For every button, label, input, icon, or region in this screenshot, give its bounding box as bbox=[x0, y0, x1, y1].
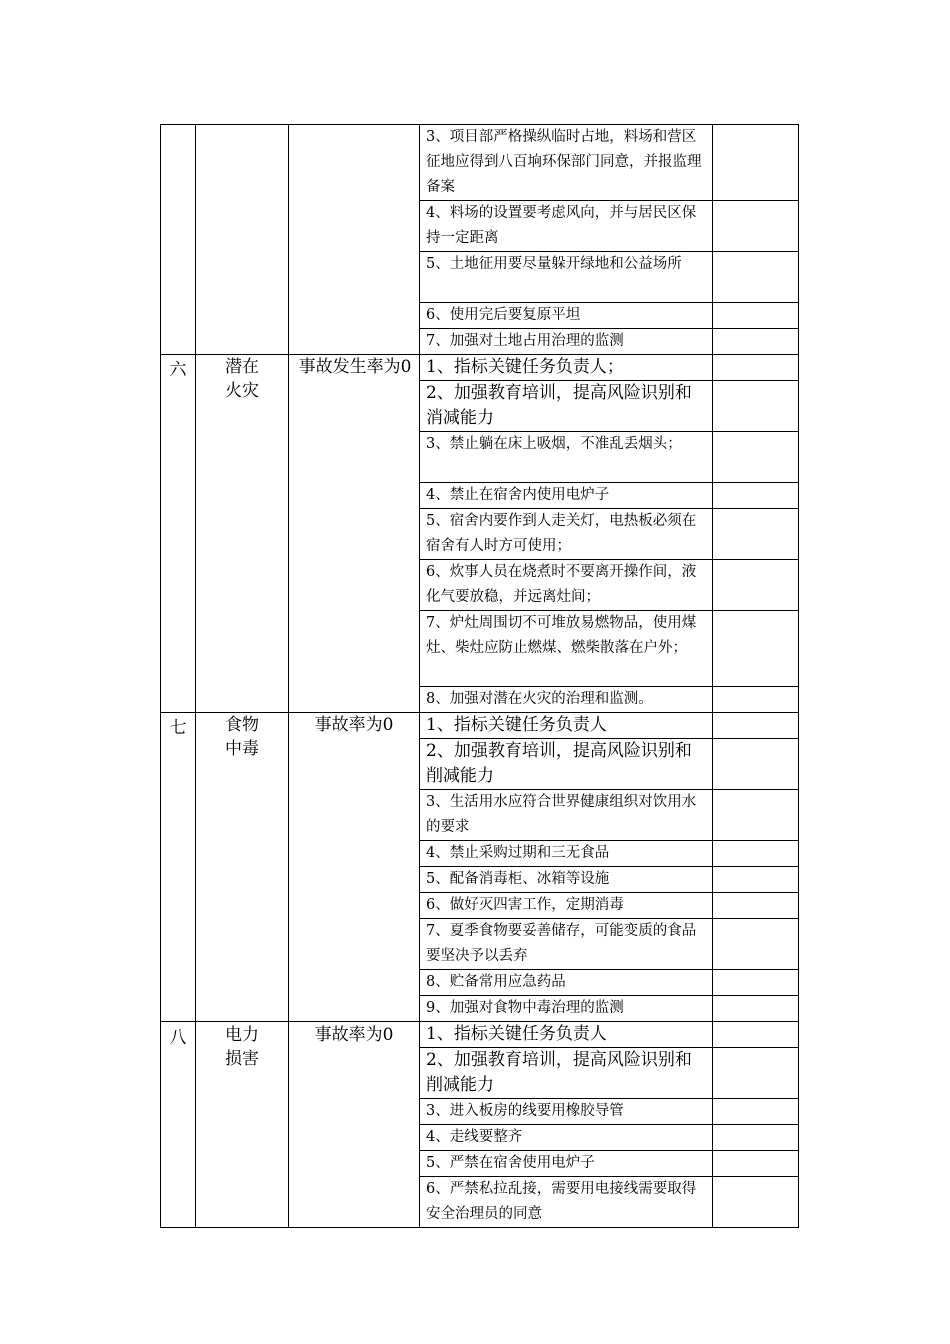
measure-cell: 6、使用完后要复原平坦 bbox=[420, 303, 713, 329]
remark-cell bbox=[713, 509, 799, 560]
remark-cell bbox=[713, 893, 799, 919]
section-name-text: 电力损害 bbox=[225, 1025, 259, 1069]
remark-cell bbox=[713, 1177, 799, 1228]
measure-cell: 2、加强教育培训，提高风险识别和削减能力 bbox=[420, 1048, 713, 1099]
measure-cell: 6、做好灭四害工作，定期消毒 bbox=[420, 893, 713, 919]
measure-cell: 8、加强对潜在火灾的治理和监测。 bbox=[420, 687, 713, 713]
section-name bbox=[196, 1022, 289, 1228]
remark-cell bbox=[713, 1099, 799, 1125]
measure-cell: 3、进入板房的线要用橡胶导管 bbox=[420, 1099, 713, 1125]
section-name-text: 潜在火灾 bbox=[225, 357, 259, 401]
measure-cell: 9、加强对食物中毒治理的监测 bbox=[420, 996, 713, 1022]
measure-cell: 5、严禁在宿舍使用电炉子 bbox=[420, 1151, 713, 1177]
remark-cell bbox=[713, 1125, 799, 1151]
measure-cell: 4、禁止在宿舍内使用电炉子 bbox=[420, 483, 713, 509]
remark-cell bbox=[713, 432, 799, 483]
remark-cell bbox=[713, 252, 799, 303]
measure-cell: 2、加强教育培训，提高风险识别和削减能力 bbox=[420, 739, 713, 790]
measure-cell: 5、土地征用要尽量躲开绿地和公益场所 bbox=[420, 252, 713, 303]
remark-cell bbox=[713, 1151, 799, 1177]
remark-cell bbox=[713, 841, 799, 867]
section-name bbox=[196, 125, 289, 355]
measure-cell: 3、生活用水应符合世界健康组织对饮用水的要求 bbox=[420, 790, 713, 841]
remark-cell bbox=[713, 201, 799, 252]
section-goal bbox=[289, 355, 420, 713]
measure-cell: 4、走线要整齐 bbox=[420, 1125, 713, 1151]
remark-cell bbox=[713, 739, 799, 790]
measure-cell: 3、项目部严格操纵临时占地，料场和营区征地应得到八百垧环保部门同意，并报监理备案 bbox=[420, 125, 713, 201]
remark-cell bbox=[713, 996, 799, 1022]
measure-cell: 7、炉灶周围切不可堆放易燃物品，使用煤灶、柴灶应防止燃煤、燃柴散落在户外； bbox=[420, 611, 713, 687]
remark-cell bbox=[713, 790, 799, 841]
remark-cell bbox=[713, 1022, 799, 1048]
remark-cell bbox=[713, 483, 799, 509]
remark-cell bbox=[713, 687, 799, 713]
measure-cell: 7、夏季食物要妥善储存，可能变质的食品要坚决予以丢弃 bbox=[420, 919, 713, 970]
remark-cell bbox=[713, 329, 799, 355]
section-index bbox=[161, 125, 196, 355]
measure-cell: 2、加强教育培训，提高风险识别和消减能力 bbox=[420, 381, 713, 432]
section-goal-text: 事故发生率为0 bbox=[298, 357, 412, 377]
measure-cell: 7、加强对土地占用治理的监测 bbox=[420, 329, 713, 355]
measures-table bbox=[160, 124, 799, 1228]
table-row bbox=[161, 713, 799, 739]
remark-cell bbox=[713, 355, 799, 381]
section-goal: 事故率为0 bbox=[289, 713, 420, 1022]
remark-cell bbox=[713, 970, 799, 996]
measure-cell: 6、严禁私拉乱接，需要用电接线需要取得安全治理员的同意 bbox=[420, 1177, 713, 1228]
remark-cell bbox=[713, 713, 799, 739]
measure-cell: 1、指标关键任务负责人 bbox=[420, 1022, 713, 1048]
remark-cell bbox=[713, 867, 799, 893]
measure-cell: 5、宿舍内要作到人走关灯，电热板必须在宿舍有人时方可使用； bbox=[420, 509, 713, 560]
table-row bbox=[161, 125, 799, 201]
measure-cell: 1、指标关键任务负责人； bbox=[420, 355, 713, 381]
section-index: 七 bbox=[161, 713, 196, 1022]
remark-cell bbox=[713, 1048, 799, 1099]
measure-cell: 1、指标关键任务负责人 bbox=[420, 713, 713, 739]
measure-cell: 6、炊事人员在烧煮时不要离开操作间，液化气要放稳，并远离灶间； bbox=[420, 560, 713, 611]
measure-cell: 4、料场的设置要考虑风向，并与居民区保持一定距离 bbox=[420, 201, 713, 252]
measure-cell: 3、禁止躺在床上吸烟，不准乱丢烟头； bbox=[420, 432, 713, 483]
section-index: 八 bbox=[161, 1022, 196, 1228]
measure-cell: 5、配备消毒柜、冰箱等设施 bbox=[420, 867, 713, 893]
remark-cell bbox=[713, 919, 799, 970]
section-name-text: 食物中毒 bbox=[225, 715, 259, 759]
section-name bbox=[196, 355, 289, 713]
section-index: 六 bbox=[161, 355, 196, 713]
table-row bbox=[161, 1022, 799, 1048]
table-row bbox=[161, 355, 799, 381]
measure-cell: 8、贮备常用应急药品 bbox=[420, 970, 713, 996]
section-goal: 事故率为0 bbox=[289, 1022, 420, 1228]
remark-cell bbox=[713, 303, 799, 329]
remark-cell bbox=[713, 381, 799, 432]
measure-cell: 4、禁止采购过期和三无食品 bbox=[420, 841, 713, 867]
section-goal bbox=[289, 125, 420, 355]
remark-cell bbox=[713, 560, 799, 611]
section-name bbox=[196, 713, 289, 1022]
remark-cell bbox=[713, 125, 799, 201]
remark-cell bbox=[713, 611, 799, 687]
